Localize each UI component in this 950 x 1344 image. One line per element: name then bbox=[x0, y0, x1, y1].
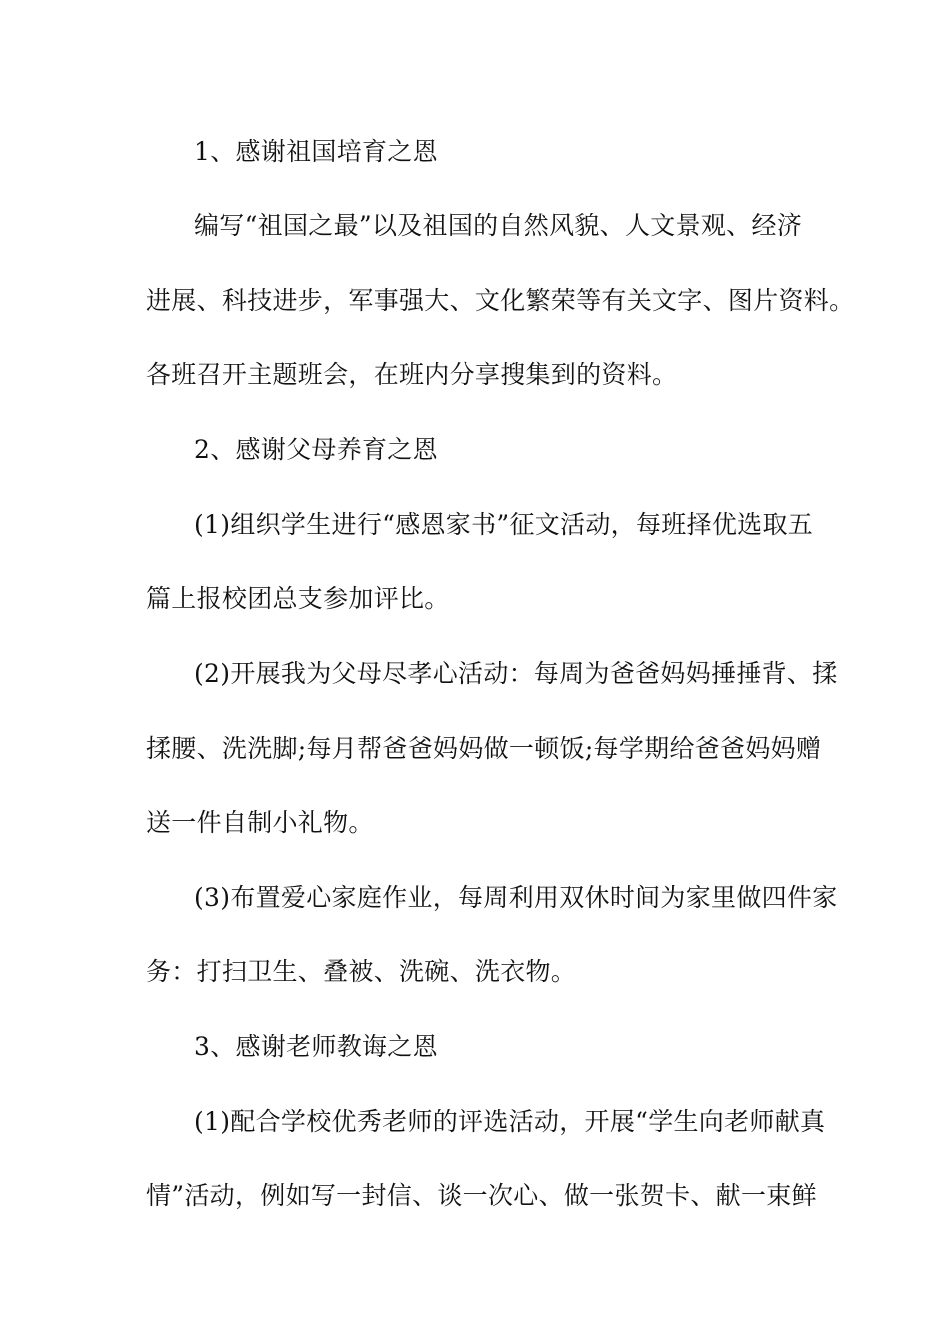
paragraph-line: 情”活动，例如写一封信、谈一次心、做一张贺卡、献一束鲜 bbox=[146, 1181, 817, 1210]
paragraph-line: (1)组织学生进行“感恩家书”征文活动，每班择优选取五 bbox=[194, 510, 814, 539]
paragraph-line: 编写“祖国之最”以及祖国的自然风貌、人文景观、经济 bbox=[194, 211, 803, 240]
paragraph-line: 进展、科技进步，军事强大、文化繁荣等有关文字、图片资料。 bbox=[146, 286, 855, 315]
paragraph-line: 务：打扫卫生、叠被、洗碗、洗衣物。 bbox=[146, 957, 577, 986]
paragraph-line: (3)布置爱心家庭作业，每周利用双休时间为家里做四件家 bbox=[194, 883, 838, 912]
paragraph-line: 送一件自制小礼物。 bbox=[146, 808, 374, 837]
paragraph-line: 揉腰、洗洗脚;每月帮爸爸妈妈做一顿饭;每学期给爸爸妈妈赠 bbox=[146, 734, 822, 763]
paragraph-line: 篇上报校团总支参加评比。 bbox=[146, 584, 450, 613]
section-heading-3: 3、感谢老师教诲之恩 bbox=[194, 1032, 438, 1061]
section-heading-1: 1、感谢祖国培育之恩 bbox=[194, 137, 438, 166]
paragraph-line: (1)配合学校优秀老师的评选活动，开展“学生向老师献真 bbox=[194, 1107, 826, 1136]
paragraph-line: 各班召开主题班会，在班内分享搜集到的资料。 bbox=[146, 360, 678, 389]
paragraph-line: (2)开展我为父母尽孝心活动：每周为爸爸妈妈捶捶背、揉 bbox=[194, 659, 838, 688]
section-heading-2: 2、感谢父母养育之恩 bbox=[194, 435, 438, 464]
